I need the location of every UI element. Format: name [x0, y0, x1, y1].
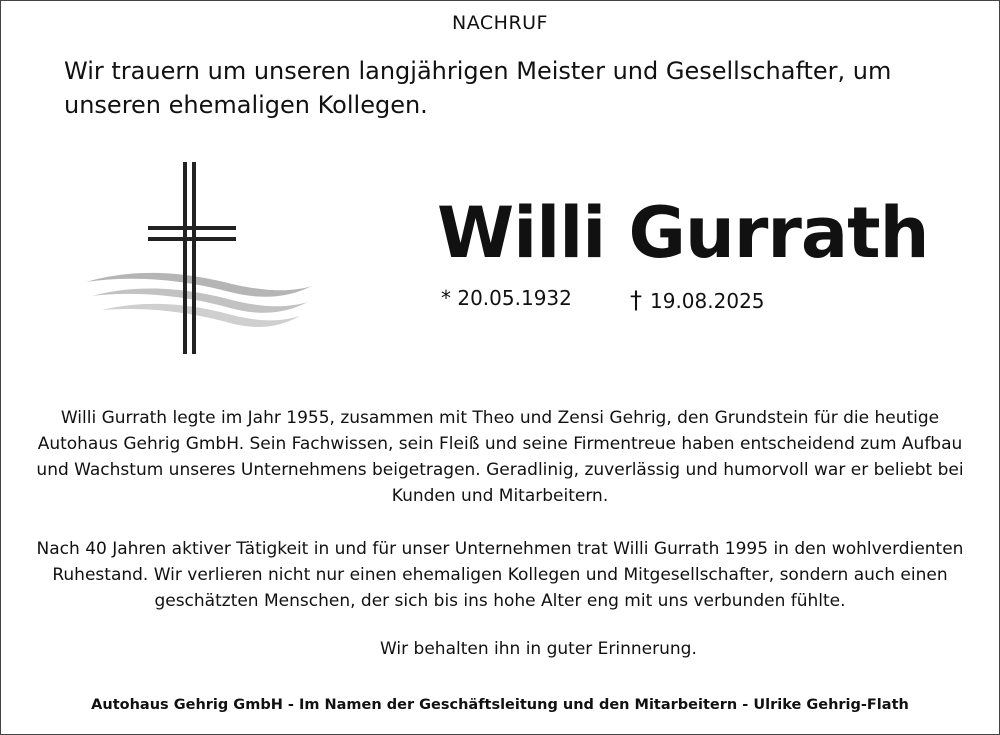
dagger-symbol: † [630, 286, 642, 314]
signature-line: Autohaus Gehrig GmbH - Im Namen der Geschäftsleitung und den Mitarbeitern - Ulrike Gehrig-Flath [91, 697, 909, 713]
deceased-name: Willi Gurrath [437, 192, 929, 274]
notice-heading: NACHRUF [452, 12, 548, 34]
tribute-paragraph: Willi Gurrath legte im Jahr 1955, zusammen mit Theo und Zensi Gehrig, den Grundstein für die heutige Autohaus Gehrig GmbH. Sein Fachwissen, sein Fleiß und seine Firmentreue haben entscheidend zum Aufbau und Wachstum unseres Unternehmens beigetragen. Geradlinig, zuverlässig und humorvoll war er beliebt bei Kunden und Mitarbeitern. [36, 408, 964, 506]
intro-text: Wir trauern um unseren langjährigen Meister und Gesellschafter, um unseren ehemaligen Kollegen. [64, 57, 892, 119]
birth-date: * 20.05.1932 [441, 286, 572, 310]
death-date: 19.08.2025 [650, 289, 765, 313]
tribute-paragraph: Nach 40 Jahren aktiver Tätigkeit in und für unser Unternehmen trat Willi Gurrath 1995 in den wohlverdienten Ruhestand. Wir verlieren nicht nur einen ehemaligen Kollegen und Mitgesellschafter, sondern auch einen geschätzten Menschen, der sich bis ins hohe Alter eng mit uns verbunden fühlte. [36, 539, 964, 611]
death-date-line [630, 286, 765, 314]
cross-with-waves-icon [82, 158, 314, 358]
closing-line: Wir behalten ihn in guter Erinnerung. [380, 639, 697, 659]
